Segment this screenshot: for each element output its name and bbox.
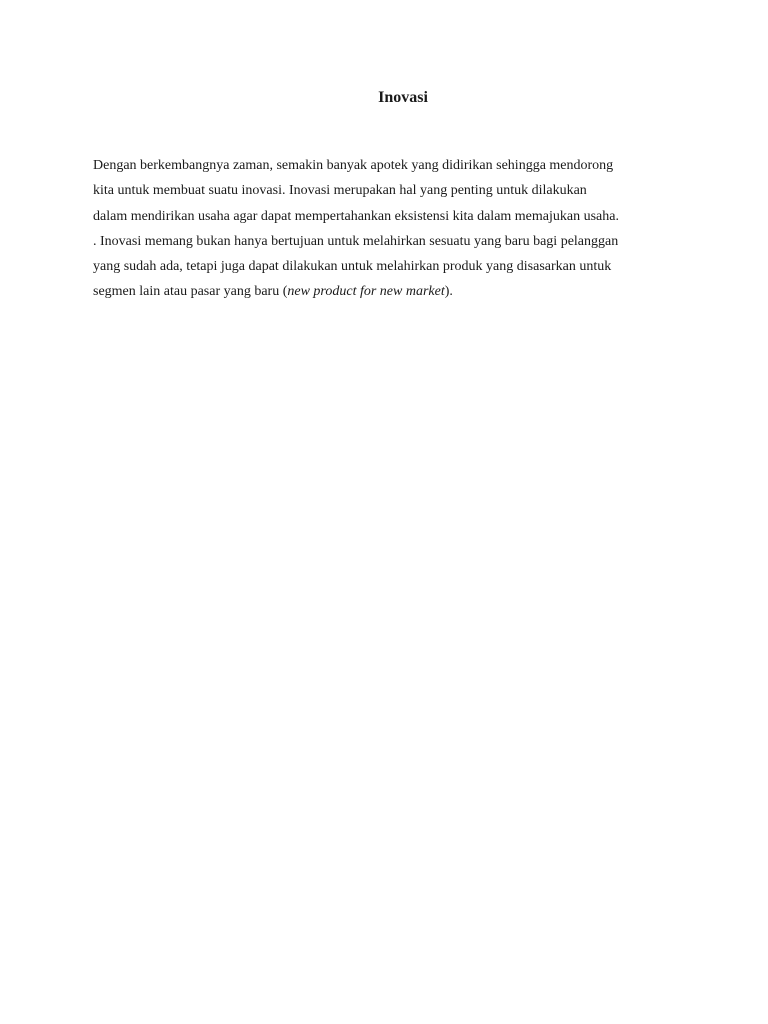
paragraph-line: yang sudah ada, tetapi juga dapat dilakukan untuk melahirkan produk yang disasarkan untuk <box>93 259 612 275</box>
last-line-text: segmen lain atau pasar yang baru ( <box>93 284 288 300</box>
body-paragraph <box>93 153 683 305</box>
paragraph-line: . Inovasi memang bukan hanya bertujuan untuk melahirkan sesuatu yang baru bagi pelanggan <box>93 233 619 249</box>
italic-phrase: new product for new market <box>287 284 445 300</box>
paragraph-line: Dengan berkembangnya zaman, semakin banyak apotek yang didirikan sehingga mendorong <box>93 158 614 173</box>
last-line-closing: ). <box>444 284 453 300</box>
paragraph-line: dalam mendirikan usaha agar dapat mempertahankan eksistensi kita dalam memajukan usaha. <box>93 208 619 224</box>
paragraph-last-line <box>93 279 683 304</box>
paragraph-line: kita untuk membuat suatu inovasi. Inovasi merupakan hal yang penting untuk dilakukan <box>93 183 587 199</box>
document-title: Inovasi <box>378 89 428 106</box>
